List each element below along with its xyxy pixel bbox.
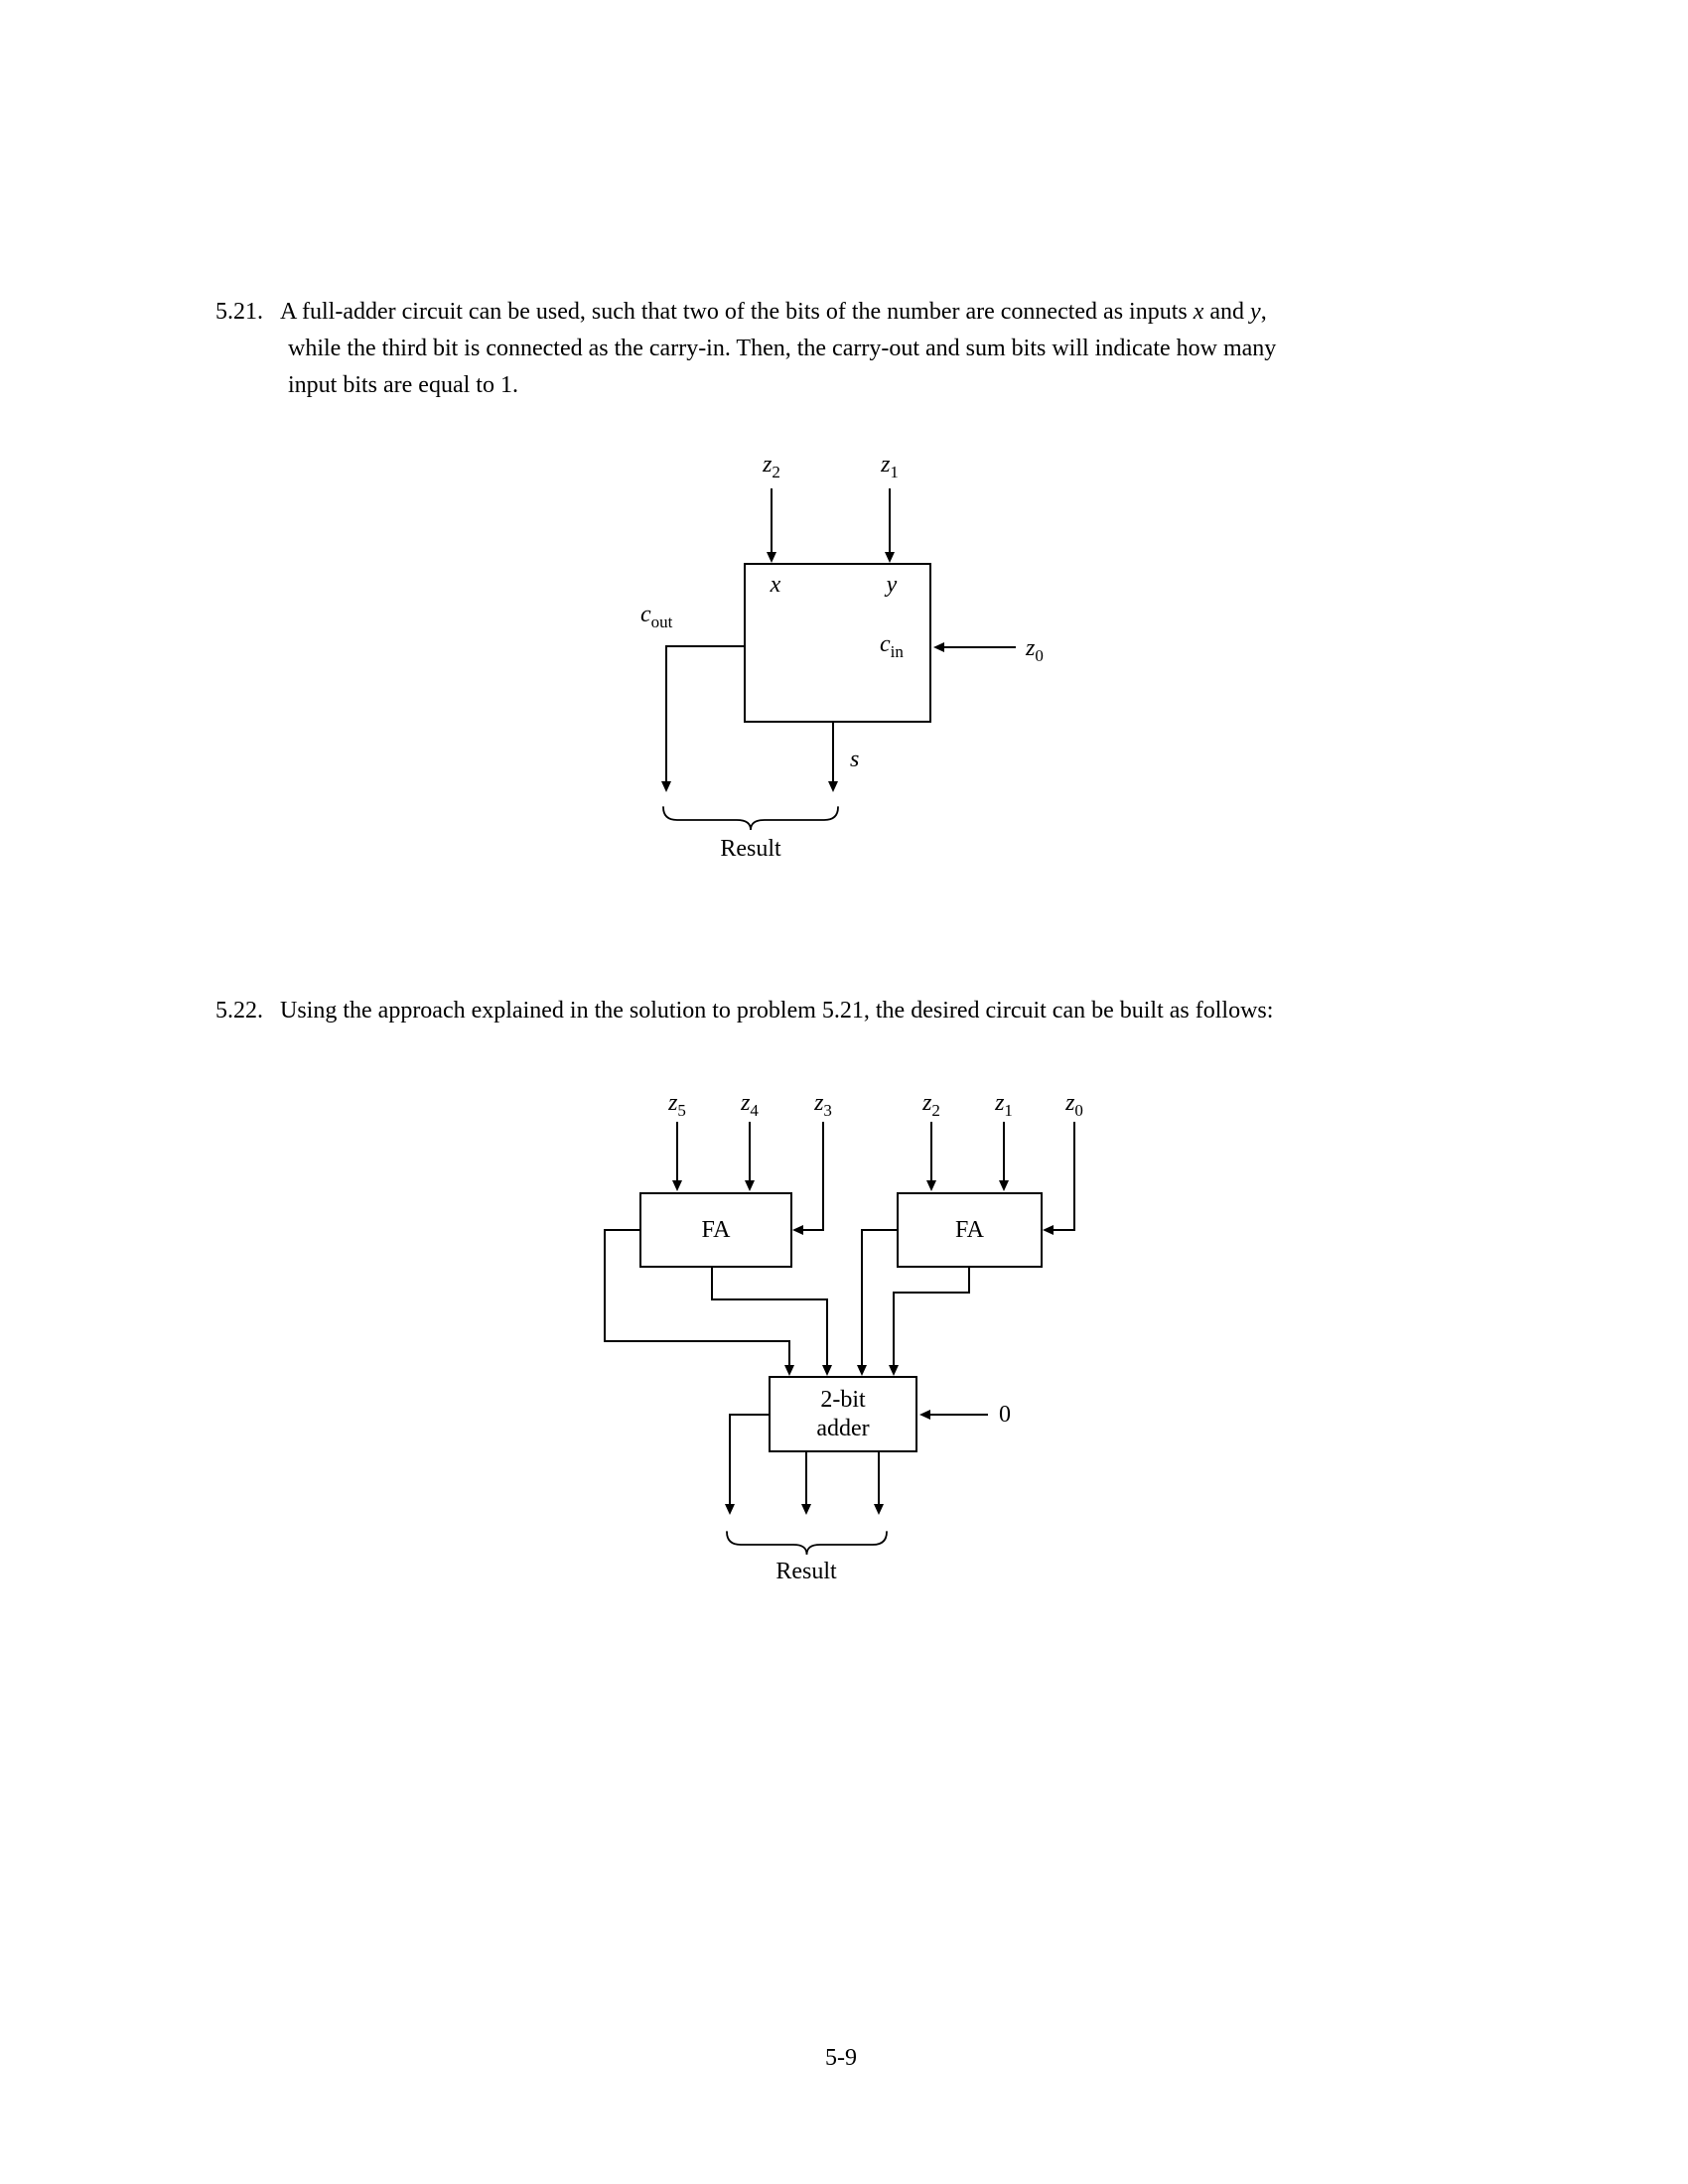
d2-label-z5 — [668, 1090, 686, 1120]
d2-wire-fa-right-sum-v2 — [893, 1292, 895, 1366]
d2-two-bit-adder-box — [769, 1376, 917, 1452]
d2-label-z4 — [741, 1090, 759, 1120]
d2-z1-base: z — [995, 1090, 1005, 1116]
d1-z2-subscript: 2 — [772, 462, 780, 481]
d2-arrowhead-fa-right-cout — [857, 1365, 867, 1376]
d1-arrowhead-z0 — [933, 642, 944, 652]
d2-wire-adder-cout-h — [729, 1414, 769, 1416]
d2-wire-z3-h — [803, 1229, 824, 1231]
d1-result-label: Result — [720, 836, 781, 862]
d2-arrowhead-zero — [919, 1410, 930, 1420]
d2-label-z2 — [922, 1090, 940, 1120]
d2-full-adder-left-label: FA — [701, 1216, 731, 1243]
d2-z3-subscript: 3 — [823, 1100, 832, 1120]
d2-arrowhead-z0 — [1043, 1225, 1054, 1235]
problem-5-22-body: Using the approach explained in the solution to problem 5.21, the desired circuit can be built as follows: — [280, 998, 1274, 1024]
page-number: 5-9 — [825, 2045, 857, 2071]
d2-z0-base: z — [1065, 1090, 1075, 1116]
d1-z1-base: z — [881, 452, 891, 478]
d1-wire-sum — [832, 723, 834, 781]
d1-z0-subscript: 0 — [1035, 645, 1044, 665]
d2-adder-label-line2: adder — [816, 1415, 870, 1441]
d1-var-s: s — [850, 747, 860, 772]
d2-wire-fa-right-cout-h — [862, 1229, 897, 1231]
d2-wire-adder-cout-v — [729, 1414, 731, 1505]
d2-wire-fa-right-cout-v — [861, 1229, 863, 1366]
d2-wire-fa-right-sum-h — [893, 1292, 970, 1294]
d1-z0-base: z — [1026, 635, 1036, 661]
d2-label-z1 — [995, 1090, 1013, 1120]
d1-wire-z1 — [889, 488, 891, 552]
d1-z2-base: z — [763, 452, 773, 478]
d2-label-z3 — [814, 1090, 832, 1120]
d1-port-cout-label — [640, 602, 673, 631]
d2-wire-z3-v — [822, 1122, 824, 1231]
d2-z2-subscript: 2 — [931, 1100, 940, 1120]
d2-arrowhead-z1 — [999, 1180, 1009, 1191]
d2-z4-subscript: 4 — [750, 1100, 759, 1120]
d2-wire-fa-left-sum-v1 — [711, 1268, 713, 1300]
problem-5-22-text — [215, 993, 1273, 1029]
d2-underbrace — [725, 1531, 889, 1557]
d2-arrowhead-adder-cout — [725, 1504, 735, 1515]
d2-wire-adder-sum0 — [878, 1452, 880, 1505]
d2-wire-z0-h — [1054, 1229, 1074, 1231]
d2-wire-z0-v — [1073, 1122, 1075, 1231]
problem-5-21-line1 — [215, 294, 1276, 331]
d2-arrowhead-fa-right-sum — [889, 1365, 899, 1376]
d1-arrowhead-cout — [661, 781, 671, 792]
problem-5-22-number: 5.22. — [215, 998, 263, 1024]
d1-z1-subscript: 1 — [890, 462, 899, 481]
d2-label-z0 — [1065, 1090, 1083, 1120]
d1-label-z0 — [1026, 635, 1044, 665]
problem-5-22-line1 — [215, 993, 1273, 1029]
d2-wire-fa-left-cout-h2 — [604, 1340, 790, 1342]
d1-var-x: x — [770, 572, 781, 598]
d1-underbrace — [661, 806, 840, 832]
d2-z1-subscript: 1 — [1004, 1100, 1013, 1120]
problem-5-21-line3: input bits are equal to 1. — [288, 372, 518, 398]
d1-cout-subscript: out — [650, 612, 673, 631]
problem-5-21-number: 5.21. — [215, 299, 263, 325]
d2-wire-fa-left-cout-v1 — [604, 1229, 606, 1342]
d2-wire-fa-left-sum-h — [711, 1298, 828, 1300]
d2-wire-adder-sum1 — [805, 1452, 807, 1505]
d2-arrowhead-adder-sum0 — [874, 1504, 884, 1515]
problem-5-21-text — [215, 294, 1276, 404]
d2-full-adder-left — [639, 1192, 792, 1268]
d2-arrowhead-fa-left-sum — [822, 1365, 832, 1376]
d1-port-s-label — [850, 747, 859, 773]
d2-wire-fa-left-sum-v2 — [826, 1298, 828, 1366]
problem-5-21-line1-pre: A full-adder circuit can be used, such that two of the bits of the number are connected as inputs — [280, 299, 1194, 325]
d2-adder-label-line1: 2-bit — [820, 1386, 866, 1413]
d1-port-x-label — [771, 572, 781, 599]
d2-wire-z1 — [1003, 1122, 1005, 1180]
d1-cin-subscript: in — [890, 641, 904, 661]
d2-wire-fa-left-cout-v2 — [788, 1340, 790, 1366]
d2-wire-z4 — [749, 1122, 751, 1180]
d1-arrowhead-z2 — [767, 552, 776, 563]
d2-wire-fa-right-sum-v1 — [968, 1268, 970, 1294]
var-x: x — [1193, 299, 1204, 325]
d2-arrowhead-z3 — [792, 1225, 803, 1235]
d1-arrowhead-z1 — [885, 552, 895, 563]
d1-wire-cout-v — [665, 645, 667, 781]
d1-cin-base: c — [880, 631, 891, 657]
d2-arrowhead-adder-sum1 — [801, 1504, 811, 1515]
d2-z0-subscript: 0 — [1074, 1100, 1083, 1120]
d1-port-y-label — [887, 572, 898, 599]
d2-z5-base: z — [668, 1090, 678, 1116]
d1-var-y: y — [886, 572, 898, 598]
d2-arrowhead-z2 — [926, 1180, 936, 1191]
d1-wire-z0 — [944, 646, 1016, 648]
d2-z4-base: z — [741, 1090, 751, 1116]
d2-z2-base: z — [922, 1090, 932, 1116]
d2-arrowhead-z4 — [745, 1180, 755, 1191]
d2-full-adder-right-label: FA — [955, 1216, 984, 1243]
d2-full-adder-right — [897, 1192, 1043, 1268]
problem-5-21-line1-mid: and — [1203, 299, 1251, 325]
d2-wire-z5 — [676, 1122, 678, 1180]
d1-arrowhead-sum — [828, 781, 838, 792]
d2-z3-base: z — [814, 1090, 824, 1116]
d1-label-z1 — [881, 452, 899, 481]
d1-port-cin-label — [880, 631, 904, 661]
d2-arrowhead-fa-left-cout — [784, 1365, 794, 1376]
d2-result-label: Result — [775, 1559, 837, 1584]
problem-5-21-line2: while the third bit is connected as the carry-in. Then, the carry-out and sum bits will indicate how many — [288, 336, 1277, 361]
d2-wire-fa-left-cout-h1 — [605, 1229, 639, 1231]
d2-wire-z2 — [930, 1122, 932, 1180]
d2-label-zero: 0 — [999, 1402, 1011, 1428]
d1-label-z2 — [763, 452, 780, 481]
d2-z5-subscript: 5 — [677, 1100, 686, 1120]
var-y: y — [1250, 299, 1261, 325]
d1-cout-base: c — [640, 602, 651, 627]
d2-wire-zero — [930, 1414, 988, 1416]
problem-5-21-line1-end: , — [1260, 299, 1267, 325]
d2-arrowhead-z5 — [672, 1180, 682, 1191]
d1-wire-z2 — [771, 488, 773, 552]
d1-wire-cout-h — [665, 645, 744, 647]
